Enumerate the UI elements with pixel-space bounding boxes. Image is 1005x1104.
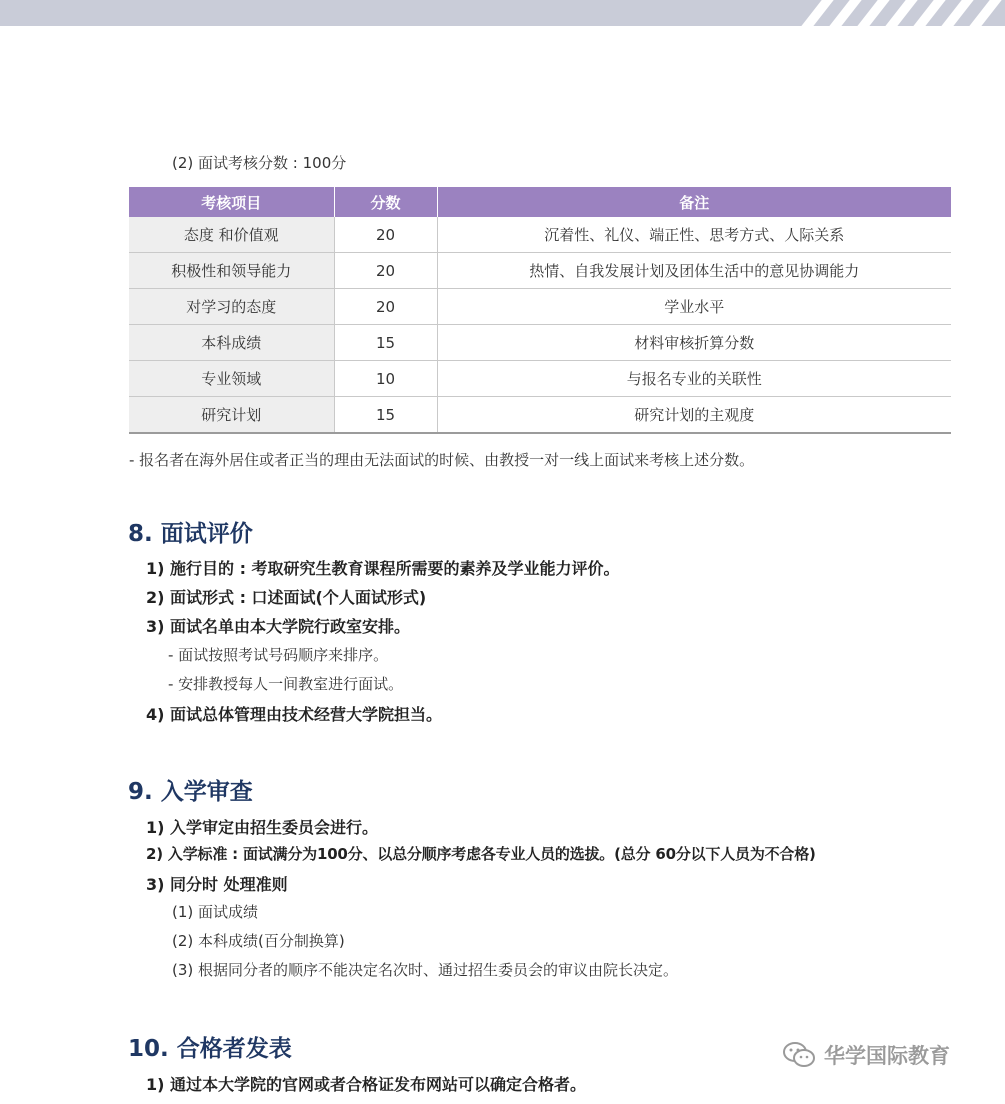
- top-decorative-band: [0, 0, 1005, 26]
- scoring-subheading: (2) 面试考核分数 : 100分: [172, 154, 347, 172]
- table-row: [129, 217, 951, 253]
- section-10-title: 10. 合格者发表: [128, 1036, 292, 1062]
- section-9-item-2: 2) 入学标准 : 面试满分为100分、以总分顺序考虑各专业人员的选拔。(总分 60分以下人员为不合格): [146, 845, 816, 863]
- section-9-title: 9. 入学审查: [128, 779, 253, 805]
- section-8-item-3: 3) 面试名单由本大学院行政室安排。: [146, 617, 411, 636]
- section-9-item-3: 3) 同分时 处理准则: [146, 875, 288, 894]
- cell-score: 15: [334, 397, 437, 434]
- section-9-sub-3: (3) 根据同分者的顺序不能决定名次时、通过招生委员会的审议由院长决定。: [172, 961, 679, 979]
- cell-remark: 学业水平: [437, 289, 951, 325]
- section-9-sub-2: (2) 本科成绩(百分制换算): [172, 932, 345, 950]
- cell-remark: 沉着性、礼仪、端正性、思考方式、人际关系: [437, 217, 951, 253]
- table-row: [129, 397, 951, 434]
- column-header-score: 分数: [334, 187, 437, 217]
- cell-remark: 热情、自我发展计划及团体生活中的意见协调能力: [437, 253, 951, 289]
- column-header-item: 考核项目: [129, 187, 334, 217]
- section-8-item-1: 1) 施行目的 : 考取研究生教育课程所需要的素养及学业能力评价。: [146, 559, 620, 578]
- column-header-remark: 备注: [437, 187, 951, 217]
- section-8-sub-2: - 安排教授每人一间教室进行面试。: [168, 675, 404, 693]
- cell-score: 15: [334, 325, 437, 361]
- section-9-sub-1: (1) 面试成绩: [172, 903, 259, 921]
- table-header-row: [129, 187, 951, 217]
- cell-item: 本科成绩: [129, 325, 334, 361]
- section-9-item-1: 1) 入学审定由招生委员会进行。: [146, 818, 379, 837]
- cell-remark: 材料审核折算分数: [437, 325, 951, 361]
- interview-score-table: [129, 187, 951, 434]
- table-footnote: - 报名者在海外居住或者正当的理由无法面试的时候、由教授一对一线上面试来考核上述分数。: [129, 451, 755, 469]
- cell-item: 研究计划: [129, 397, 334, 434]
- section-8-sub-1: - 面试按照考试号码顺序来排序。: [168, 646, 389, 664]
- wechat-icon: [782, 1041, 816, 1069]
- cell-item: 积极性和领导能力: [129, 253, 334, 289]
- cell-score: 20: [334, 217, 437, 253]
- cell-item: 对学习的态度: [129, 289, 334, 325]
- section-8-title: 8. 面试评价: [128, 521, 253, 547]
- watermark: [782, 1040, 950, 1070]
- cell-remark: 与报名专业的关联性: [437, 361, 951, 397]
- cell-remark: 研究计划的主观度: [437, 397, 951, 434]
- cell-score: 20: [334, 253, 437, 289]
- table-row: [129, 325, 951, 361]
- watermark-text: 华学国际教育: [824, 1044, 950, 1068]
- section-8-item-2: 2) 面试形式 : 口述面试(个人面试形式): [146, 588, 427, 607]
- cell-score: 10: [334, 361, 437, 397]
- cell-item: 专业领域: [129, 361, 334, 397]
- section-8-item-4: 4) 面试总体管理由技术经营大学院担当。: [146, 705, 443, 724]
- table-row: [129, 361, 951, 397]
- cell-item: 态度 和价值观: [129, 217, 334, 253]
- table-row: [129, 253, 951, 289]
- section-10-item-1: 1) 通过本大学院的官网或者合格证发布网站可以确定合格者。: [146, 1075, 587, 1094]
- table-row: [129, 289, 951, 325]
- cell-score: 20: [334, 289, 437, 325]
